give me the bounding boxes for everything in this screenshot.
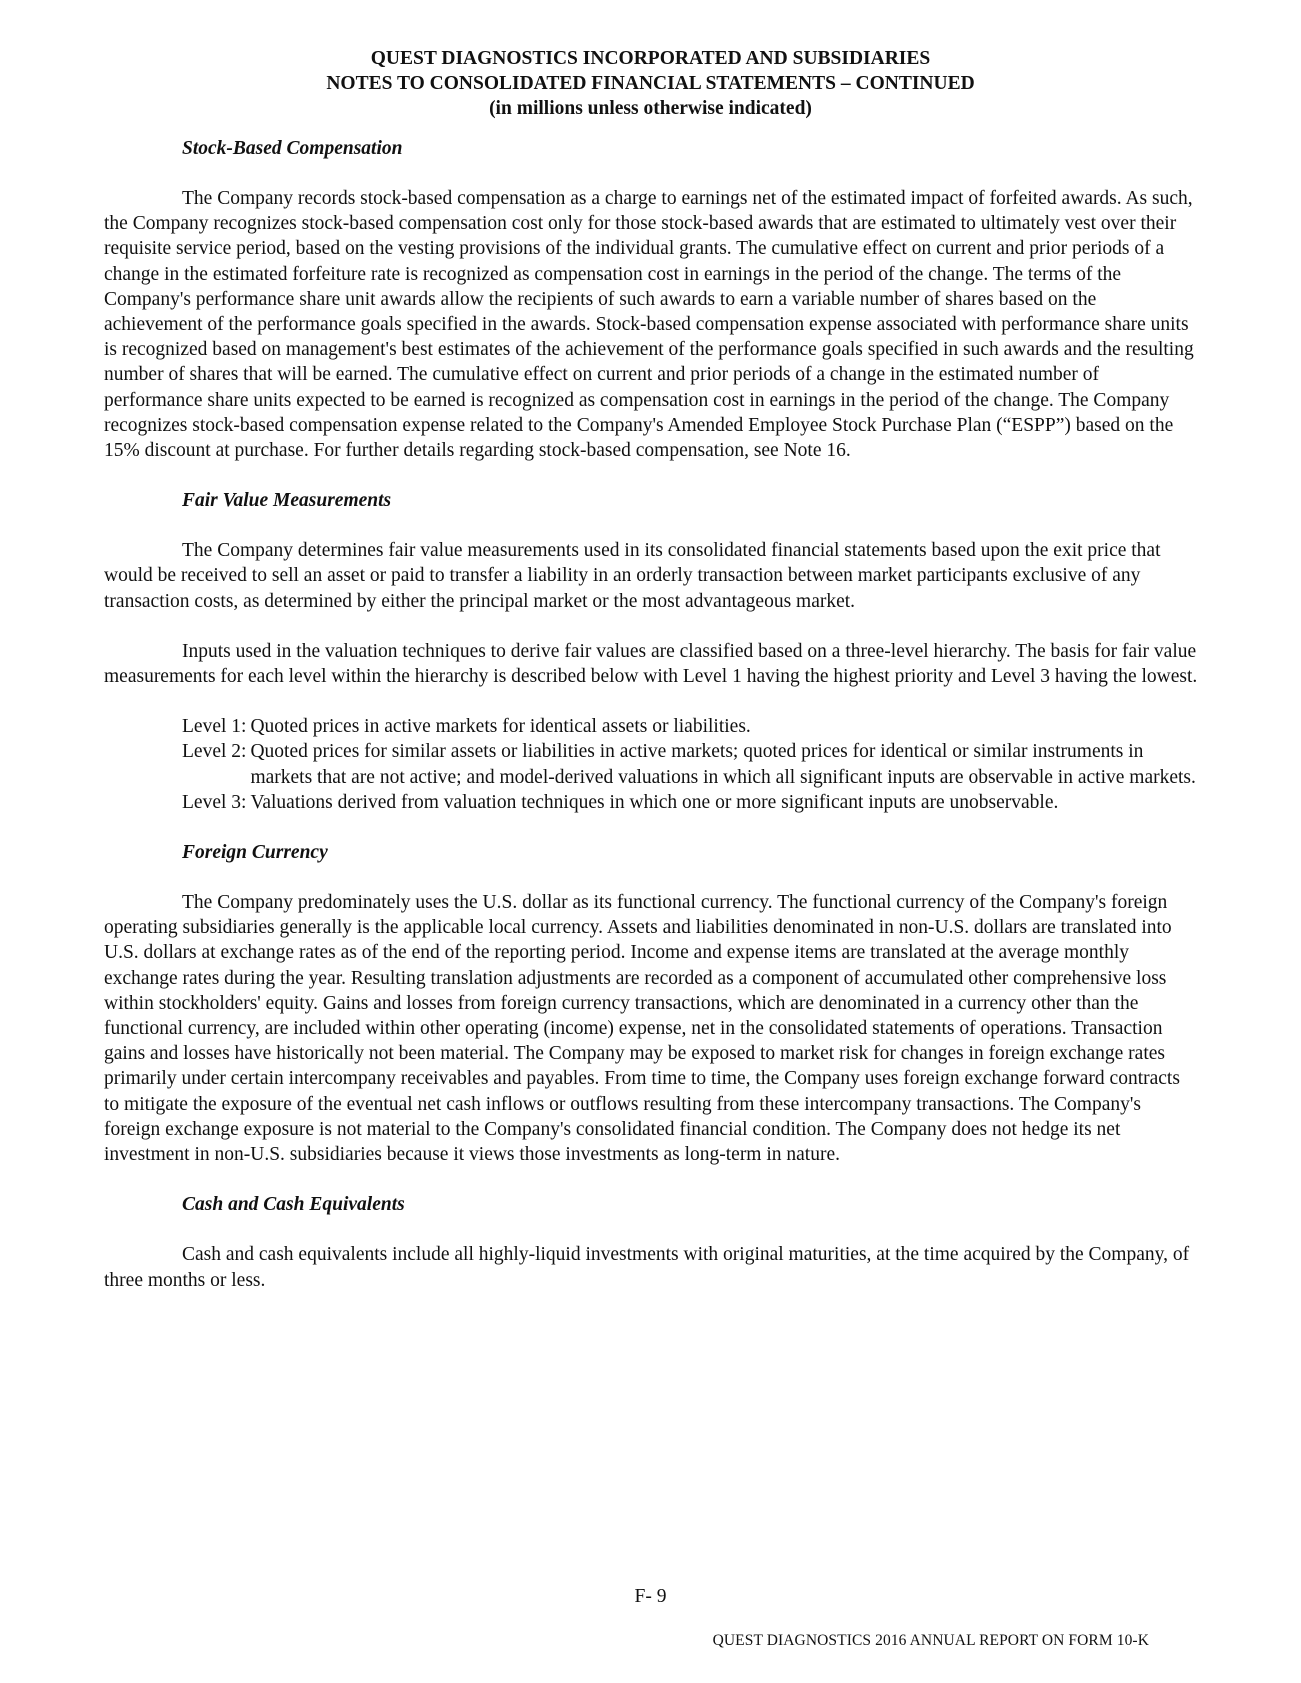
paragraph: Inputs used in the valuation techniques to derive fair values are classified based on a three-level hierarchy. The basis for fair value measurements for each level within the hierarchy is described below with Level 1 having the highest priority and Level 3 having the lowest. [104,640,1198,688]
page-body [104,136,1198,1293]
page-footer: QUEST DIAGNOSTICS 2016 ANNUAL REPORT ON FORM 10-K [712,1632,1149,1649]
level-description: Valuations derived from valuation techniques in which one or more significant inputs are unobservable. [250,791,1059,813]
units-note: (in millions unless otherwise indicated) [489,98,812,119]
hierarchy-levels-list [182,714,1198,815]
level-label: Level 3: [182,791,247,813]
section-title: Stock-Based Compensation [182,138,403,159]
level-label: Level 1: [182,716,247,738]
section-stock-based-compensation [104,136,1198,463]
company-title: QUEST DIAGNOSTICS INCORPORATED AND SUBSIDIARIES [370,48,931,69]
section-title: Fair Value Measurements [182,490,392,512]
paragraph: The Company determines fair value measurements used in its consolidated financial statements based upon the exit price that would be received to sell an asset or paid to transfer a liability in an orderly transaction between market participants exclusive of any transaction costs, as determined by either the principal market or the most advantageous market. [104,540,1161,612]
page-number: F- 9 [634,1586,667,1607]
level-label: Level 2: [182,741,247,763]
paragraph: Cash and cash equivalents include all highly-liquid investments with original maturities, at the time acquired by the Company, of three months or less. [104,1244,1190,1291]
section-foreign-currency [104,840,1198,1167]
page-header [0,46,1301,121]
level-description: Quoted prices in active markets for identical assets or liabilities. [250,716,751,738]
level-description: Quoted prices for similar assets or liabilities in active markets; quoted prices for identical or similar instruments in markets that are not active; and model-derived valuations in which all significant inputs are observable in active markets. [250,741,1196,788]
section-title: Cash and Cash Equivalents [182,1194,405,1216]
section-fair-value-measurements [104,488,1198,815]
section-cash-and-cash-equivalents [104,1192,1198,1292]
paragraph: The Company records stock-based compensation as a charge to earnings net of the estimated impact of forfeited awards. As such, the Company recognizes stock-based compensation cost only for those stock-based awards that are estimated to ultimately vest over their requisite service period, based on the vesting provisions of the individual grants. The cumulative effect on current and prior periods of a change in the estimated forfeiture rate is recognized as compensation cost in earnings in the period of the change. The terms of the Company's performance share unit awards allow the recipients of such awards to earn a variable number of shares based on the achievement of the performance goals specified in the awards. Stock-based compensation expense associated with performance share units is recognized based on management's best estimates of the achievement of the performance goals specified in such awards and the resulting number of shares that will be earned. The cumulative effect on current and prior periods of a change in the estimated number of performance share units expected to be earned is recognized as compensation cost in earnings in the period of the change. The Company recognizes stock-based compensation expense related to the Company's Amended Employee Stock Purchase Plan (“ESPP”) based on the 15% discount at purchase. For further details regarding stock-based compensation, see Note 16. [104,188,1194,462]
paragraph: The Company predominately uses the U.S. dollar as its functional currency. The functional currency of the Company's foreign operating subsidiaries generally is the applicable local currency. Assets and liabilities denominated in non-U.S. dollars are translated into U.S. dollars at exchange rates as of the end of the reporting period. Income and expense items are translated at the average monthly exchange rates during the year. Resulting translation adjustments are recorded as a component of accumulated other comprehensive loss within stockholders' equity. Gains and losses from foreign currency transactions, which are denominated in a currency other than the functional currency, are included within other operating (income) expense, net in the consolidated statements of operations. Transaction gains and losses have historically not been material. The Company may be exposed to market risk for changes in foreign exchange rates primarily under certain intercompany receivables and payables. From time to time, the Company uses foreign exchange forward contracts to mitigate the exposure of the eventual net cash inflows or outflows resulting from these intercompany transactions. The Company's foreign exchange exposure is not material to the Company's consolidated financial condition. The Company does not hedge its net investment in non-U.S. subsidiaries because it views those investments as long-term in nature. [104,892,1180,1166]
list-item [182,739,1198,789]
list-item [182,790,1198,815]
section-title: Foreign Currency [182,842,328,864]
notes-title: NOTES TO CONSOLIDATED FINANCIAL STATEMENTS – CONTINUED [326,73,975,94]
list-item [182,714,1198,739]
